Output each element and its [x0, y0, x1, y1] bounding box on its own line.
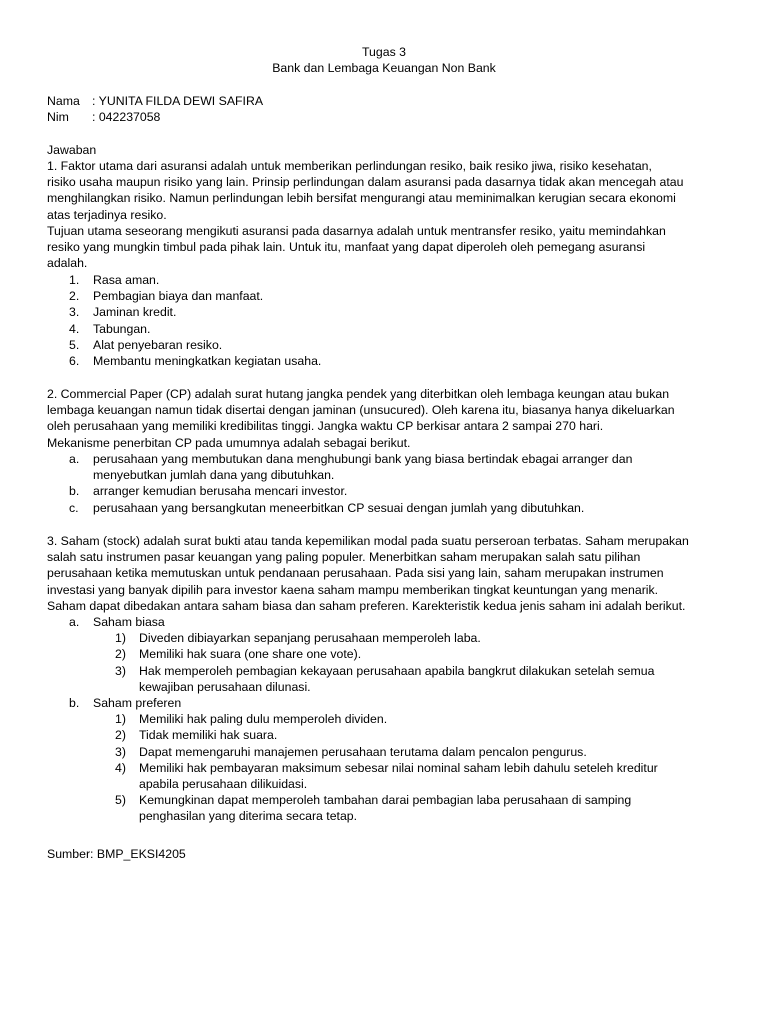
list-item-text: Memiliki hak pembayaran maksimum sebesar nilai nominal saham lebih dahulu seteleh kreditur: [139, 760, 658, 775]
list-marker: c.: [69, 500, 79, 515]
list-marker: 3): [115, 663, 126, 678]
list-item-text: Dapat memengaruhi manajemen perusahaan terutama dalam pencalon pengurus.: [139, 744, 587, 759]
answer-2-line: 2. Commercial Paper (CP) adalah surat hutang jangka pendek yang diterbitkan oleh lembaga keungan atau bukan: [47, 387, 670, 401]
list-item-text: Memiliki hak suara (one share one vote).: [139, 647, 362, 662]
answer-2-line: oleh perusahaan yang memiliki kredibilitas tinggi. Jangka waktu CP berkisar antara 2 sampai 270 hari.: [47, 419, 604, 434]
document-subtitle: Bank dan Lembaga Keuangan Non Bank: [272, 61, 496, 75]
list-item: [115, 792, 658, 824]
answer-2-line: Mekanisme penerbitan CP pada umumnya adalah sebagai berikut.: [47, 435, 411, 450]
list-item-text: perusahaan yang bersangkutan meneerbitkan CP sesuai dengan jumlah yang dibutuhkan.: [93, 500, 585, 515]
answer-1-line: 1. Faktor utama dari asuransi adalah untuk memberikan perlindungan resiko, baik resiko jiwa, risiko kesehatan,: [47, 159, 652, 173]
list-item-text: Tabungan.: [93, 321, 151, 336]
stock-type-label: Saham biasa: [93, 615, 165, 629]
list-marker: 3.: [69, 305, 80, 320]
list-marker: 5.: [69, 337, 80, 352]
list-item-text: kewajiban perusahaan dilunasi.: [139, 679, 311, 694]
answer-3-line: 3. Saham (stock) adalah surat bukti atau tanda kepemilikan modal pada suatu perseroan terbatas. Saham merupakan: [47, 534, 689, 548]
nim-value: : 042237058: [92, 110, 161, 124]
list-marker: 2): [115, 728, 126, 743]
list-marker: 5): [115, 793, 126, 808]
list-marker: b.: [69, 696, 80, 711]
cp-mechanism-list: [69, 451, 633, 516]
list-item: [115, 760, 658, 792]
answer-1-line: risiko usaha maupun risiko yang lain. Prinsip perlindungan dalam asuransi pada dasarnya tidak akan mencegah atau: [47, 175, 684, 190]
list-marker: b.: [69, 484, 80, 499]
list-item: [69, 304, 321, 320]
answer-3-line: salah satu instrumen pasar keuangan yang paling populer. Menerbitkan saham merupakan salah satu pilihan: [47, 550, 641, 565]
list-marker: 4.: [69, 321, 80, 336]
list-marker: 3): [115, 744, 126, 759]
list-item: [69, 272, 321, 288]
document-title: Tugas 3: [362, 45, 406, 59]
answer-heading: Jawaban: [47, 143, 97, 157]
list-marker: 1): [115, 712, 126, 727]
list-item: [69, 483, 632, 499]
list-marker: 2): [115, 647, 126, 662]
answer-1-line: atas terjadinya resiko.: [47, 207, 167, 222]
name-value: : YUNITA FILDA DEWI SAFIRA: [92, 94, 264, 108]
insurance-benefits-list: [69, 272, 322, 369]
list-item-text: Membantu meningkatkan kegiatan usaha.: [93, 354, 322, 369]
answer-3-line: Saham dapat dibedakan antara saham biasa dan saham preferen. Karekteristik kedua jenis saham ini adalah berikut.: [47, 598, 686, 613]
answer-1-line: Tujuan utama seseorang mengikuti asuransi pada dasarnya adalah untuk mentransfer resiko, yaitu memindahkan: [47, 223, 666, 238]
answer-3-paragraph: [47, 533, 727, 614]
answer-2-paragraph: [47, 386, 727, 451]
list-marker: 6.: [69, 354, 80, 369]
answer-1-line: menghilangkan risiko. Namun perlindungan lebih bersifat mengurangi atau meminimalkan kerugian secara ekonomi: [47, 191, 676, 206]
list-item-text: Diveden dibiayarkan sepanjang perusahaan memperoleh laba.: [139, 631, 481, 646]
list-item: [69, 500, 632, 516]
list-item-text: perusahaan yang membutukan dana menghubungi bank yang biasa bertindak ebagai arranger dan: [93, 452, 633, 466]
list-marker: 1.: [69, 273, 80, 287]
stock-types-list: [69, 614, 658, 825]
answer-1-paragraph: [47, 158, 727, 271]
list-marker: a.: [69, 452, 80, 466]
list-item-text: Memiliki hak paling dulu memperoleh dividen.: [139, 712, 388, 727]
answer-1-line: resiko yang mungkin timbul pada pihak lain. Untuk itu, manfaat yang dapat diperoleh oleh pemegang asuransi: [47, 240, 646, 255]
list-item: [69, 321, 321, 337]
list-item-text: Rasa aman.: [93, 273, 160, 287]
list-marker: 4): [115, 760, 126, 775]
list-item: [69, 451, 633, 483]
answer-3-line: investasi yang banyak dipilih para investor kaena saham mampu memberikan tingkat keuntungan yang menarik.: [47, 582, 659, 597]
saham-biasa-characteristics: [115, 630, 658, 695]
list-marker: a.: [69, 615, 80, 629]
list-item: [115, 744, 658, 760]
answer-2-line: lembaga keuangan namun tidak disertai dengan jaminan (unsucured). Oleh karena itu, biasanya hanya dikeluarkan: [47, 403, 675, 418]
stock-type-label: Saham preferen: [93, 696, 182, 711]
list-item: [115, 711, 658, 727]
list-item-text: penghasilan yang diterima secara tetap.: [139, 809, 358, 824]
list-item: [69, 353, 322, 369]
list-item-text: Hak memperoleh pembagian kekayaan perusahaan apabila bangkrut dilakukan setelah semua: [139, 663, 655, 678]
list-item-saham-preferen: [69, 695, 658, 825]
list-item: [115, 646, 658, 662]
list-marker: 2.: [69, 289, 80, 304]
list-item-text: Tidak memiliki hak suara.: [139, 728, 278, 743]
list-item: [69, 337, 321, 353]
answer-1-line: adalah.: [47, 256, 88, 271]
list-item-text: Alat penyebaran resiko.: [93, 337, 223, 352]
list-item-text: Kemungkinan dapat memperoleh tambahan darai pembagian laba perusahaan di samping: [139, 793, 632, 808]
list-item-text: Jaminan kredit.: [93, 305, 177, 320]
list-item: [115, 630, 658, 646]
source-citation: Sumber: BMP_EKSI4205: [47, 847, 186, 861]
list-marker: 1): [115, 631, 126, 646]
name-label: Nama: [47, 94, 80, 108]
list-item: [69, 288, 321, 304]
answer-3-line: perusahaan ketika memutuskan untuk pendanaan perusahaan. Pada sisi yang lain, saham merupakan instrumen: [47, 566, 664, 581]
list-item: [115, 663, 658, 695]
saham-preferen-characteristics: [115, 711, 658, 824]
nim-label: Nim: [47, 110, 69, 124]
list-item-text: Pembagian biaya dan manfaat.: [93, 289, 264, 304]
list-item-text: arranger kemudian berusaha mencari investor.: [93, 484, 348, 499]
list-item-text: menyebutkan jumlah dana yang dibutuhkan.: [93, 468, 335, 483]
list-item-text: apabila perusahaan dilikuidasi.: [139, 777, 308, 792]
list-item-saham-biasa: [69, 614, 655, 695]
list-item: [115, 727, 658, 743]
